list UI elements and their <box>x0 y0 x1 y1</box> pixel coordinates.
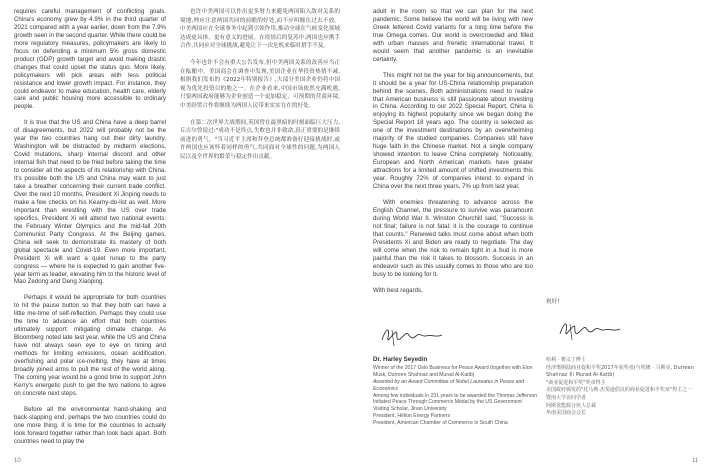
paragraph: This might not be the year for big announcements, but it should be a year for US-China relationship preparation behind the scenes. Both administrations need to realize that American business is still passionate about investing in China. According to our 2022 Special Report, China is enjoying its highest popularity since we began doing the Special Report 18 years ago. The country is selected as one of the investment destinations by an overwhelming majority of the studied companies. Companies still have huge faith in the Chinese market. Not a single company showed intention to leave China completely. Noticeably, European and North American markets have greater attractions for a limited amount of shifted investments this year. Roughly 72% of companies intend to expand in China over the next three years, 7% up from last year. <box>373 71 533 191</box>
author-bio-chinese <box>546 357 704 418</box>
paragraph: It is true that the US and China have a deep barrel of disagreements, but 2022 will probably not be the year the two countries hang out their dirty laundry. Washington will be distracted by midterm elections, Covid mutations, sharp internal discord and other internal fish that need to be fried before taking the time to consider all the aspects of its relationship with China. It's possible both the US and China may want to just take a breather concerning their current trade conflict. Over the next 10 months, President Xi Jinping needs to make a few checks on his Kearny-do-list as well. More important than wrestling with the US over trade specifics, President Xi will attend two national events: the February Winter Olympics and the mid-fall 20th Communist Party Congress. At the Beijing games, China will seek to demonstrate its mastery of both global spectacle and Covid-19. Even more important, President Xi will want a quiet runup to the party congress — where he is expected to gain another five-year term as leader, elevating him to the historic level of Mao Zedong and Deng Xiaoping. <box>14 119 166 286</box>
page-number-left: 10 <box>14 458 21 464</box>
author-bio-english <box>373 357 538 427</box>
paragraph: requires careful management of conflicting goals. China's economy grew by 4.9% in the third quarter of 2021 compared with a year earlier, down from the 7.9% growth seen in the second quarter. While there could be more regulatory measures, policymakers are likely to focus on defending a minimum 5% gross domestic product (GDP) growth target and avoid making drastic changes that could upset the status quo. More likely, policymakers will pick areas with less political resistance and lower growth impact. For instance, they could endeavor to make education, health care, elderly care and public housing more accessible to ordinary people. <box>14 8 166 111</box>
bio-line: 经济奥斯陆商业促和平奖2017年获奖者(与埃隆 · 马斯克, Durreen Shahnaz 和 Murad Al-Katib) <box>546 364 694 379</box>
bio-line: 暨南大学访问学者 <box>546 394 587 401</box>
bio-line: Winner of the 2017 Oslo Business for Peace Award (together with Elon Musk, Durreen Shahnaz and Murad Al-Katib) <box>373 364 533 378</box>
closing-salutation: With best regards, <box>373 286 423 294</box>
bio-line: Among few individuals in 231 years to be awarded the Thomas Jefferson Initiated Peace Through Commerce Medal by the US Government <box>373 392 538 406</box>
bio-line: Visiting Scholar, Jinan University <box>373 406 447 413</box>
bio-line: President, American Chamber of Commerce in South China <box>373 420 508 427</box>
signature-image <box>556 316 626 344</box>
bio-line: Awarded by an Award Committee of Nobel Laureates in Peace and Economics <box>373 378 525 392</box>
closing-chinese <box>546 298 704 315</box>
paragraph: 在第二次世界大战期间,英国曾在最黑暗的时刻面临巨大压力,丘吉尔曾说过:"成功不是终点,失败也并非致命,真正重要的是继续前进的勇气。"当习近平主席和拜登总统都准备好迎接挑战时,或许两国也应该怀着同样的勇气,共同面对全球性的问题,为两国人民以及全世界的繁荣与稳定作出贡献。 <box>180 119 340 160</box>
paragraph: With enemies threatening to advance across the English Channel, the pressure to survive was paramount during World War II. Winston Churchill said, "Success is not final; failure is not fatal; it is the courage to continue that counts." Renewed talks must come about when both Presidents Xi and Biden are ready to negotiate. The day will come when the risk to remain tight in a bud is more painful than the risk it takes to blossom. Success in an endeavor such as this usually comes to those who are too busy to be looking for it. <box>373 198 533 278</box>
page-number-right: 11 <box>692 458 699 464</box>
closing-salutation: 祝好! <box>546 299 560 305</box>
bio-line: 华南美国商会会长 <box>546 410 587 417</box>
author-name: Dr. Harley Seyedin <box>373 356 428 363</box>
article-column-english-left <box>14 8 166 454</box>
bio-line: President, Hélion Energy Partners <box>373 413 451 420</box>
article-column-chinese-left <box>180 8 340 170</box>
signature-image <box>378 322 448 350</box>
paragraph: Before all the environmental hand-shaking and back-slapping end, perhaps the two countries could do one more thing. It is time for the countries to actually look forward together rather than look back apart. Both countries need to play the <box>14 405 166 445</box>
paragraph: 今年也许不会有重大公告发布,但中美两国关系的改善应当正在酝酿中。美国商会在调查中发现,美国企业在华投资热情不减,根据我们发布的《2022年特别报告》,大部分美国企业仍将中国视为优先投资目的地之一。在企业看来,中国市场依然充满机遇,只要两国政府能够为企业创造一个更加稳定、可预期的营商环境,中美经贸合作将继续为两国人民带来实实在在的好处。 <box>180 59 340 109</box>
paragraph: adult in the room so that we can plan for the next pandemic. Some believe the world will be living with new Greek lettered Covid variants for a long time before the true Omega comes. Our world is overcrowded and filled with urban masses and frenetic international travel. It would seem that another pandemic is an inevitable certainty. <box>373 8 533 63</box>
bio-line: "商业促进和平奖"奖章得主 <box>546 379 606 386</box>
article-column-english-right <box>373 8 533 302</box>
paragraph: 也许中美两国可以作出更多努力来避免两国陷入敌对关系的境地,理应注意两国共同的前瞻的好处,而不应纠缠在过去不放。中美两国应在全球事务中起到引领作用,推动全球在气候变化领域达成更具体、更有意义的进展。在疫情后的复苏中,两国也应携手合作,共同应对全球挑战,避免让下一次危机来临时措手不及。 <box>180 9 340 50</box>
signature-graphic <box>378 322 448 350</box>
signature-graphic <box>556 316 626 344</box>
author-name: 哈利 · 赛义丁博士 <box>546 357 586 363</box>
paragraph: Perhaps it would be appropriate for both countries to hit the pause button so that they both can have a little me-time of self-reflection. Perhaps they could use the time to advance an effort that both countries ultimately support: mitigating climate change. As Bloomberg noted late last year, while the US and China have not always seen eye to eye on timing and methods for limiting emissions, ocean acidification, overfishing and polar ice-melting, they have at times broadly joined arms to pull the rest of the world along. The coming year would be a good time to support John Kerry's energetic push to get the two nations to agree on concrete next steps. <box>14 294 166 397</box>
bio-line: 美国政府颁发的"托马斯·杰斐逊倡议的商业促进和平奖章"得主之一 <box>546 387 693 394</box>
bio-line: 阿斯龙能源合伙人总裁 <box>546 402 597 409</box>
